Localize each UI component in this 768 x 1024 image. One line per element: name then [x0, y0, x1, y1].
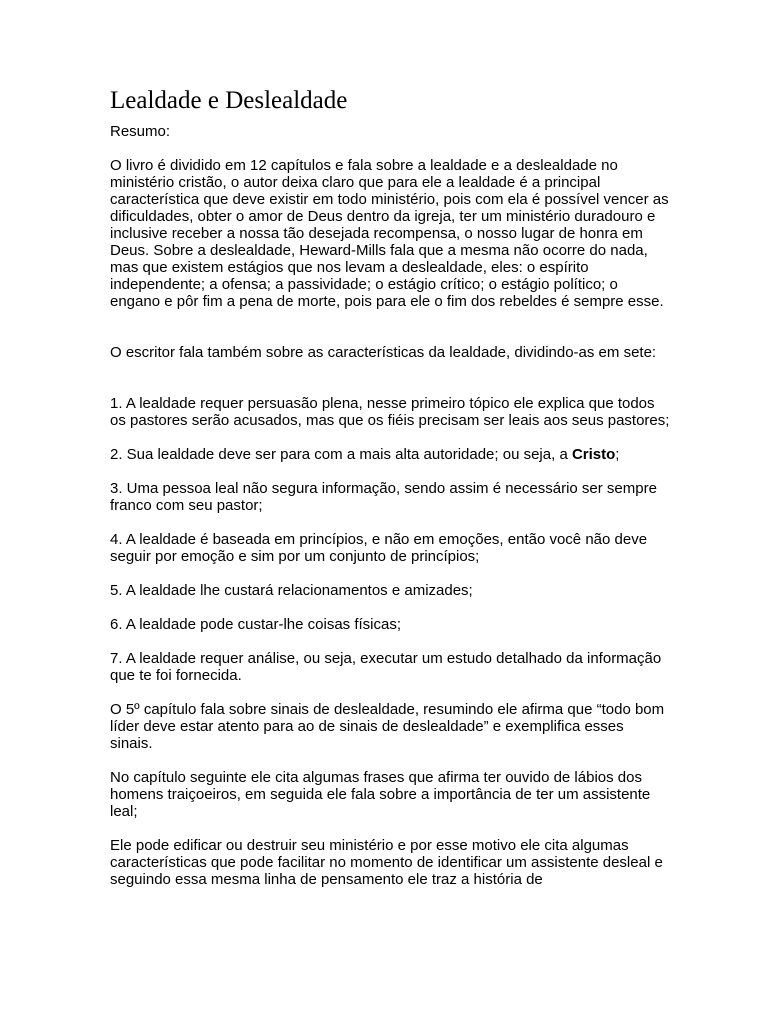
characteristics-intro-paragraph: O escritor fala também sobre as características da lealdade, dividindo-as em sete:	[110, 344, 657, 361]
resumo-label: Resumo:	[110, 123, 171, 140]
list-item-2-end: ;	[615, 446, 620, 463]
chapter5-paragraph: O 5º capítulo fala sobre sinais de deslealdade, resumindo ele afirma que “todo bom líder deve estar atento para ao de sinais de deslealdade” e exemplifica esses sinais.	[110, 701, 665, 752]
list-item-3: 3. Uma pessoa leal não segura informação, sendo assim é necessário ser sempre franco com seu pastor;	[110, 480, 657, 514]
list-item-2-bold-text: Cristo	[571, 446, 616, 463]
list-item-2-text: 2. Sua lealdade deve ser para com a mais alta autoridade; ou seja, a	[110, 446, 572, 463]
document-content	[110, 84, 670, 888]
list-item-1: 1. A lealdade requer persuasão plena, nesse primeiro tópico ele explica que todos os pastores serão acusados, mas que os fiéis precisam ser leais aos seus pastores;	[110, 395, 670, 429]
list-item-2	[110, 446, 670, 463]
document-title: Lealdade e Deslealdade	[110, 87, 348, 114]
list-item-4: 4. A lealdade é baseada em princípios, e não em emoções, então você não deve seguir por emoção e sim por um conjunto de princípios;	[110, 531, 648, 565]
list-item-7: 7. A lealdade requer análise, ou seja, executar um estudo detalhado da informação que te foi fornecida.	[110, 650, 662, 684]
list-item-5: 5. A lealdade lhe custará relacionamentos e amizades;	[110, 582, 473, 599]
intro-paragraph: O livro é dividido em 12 capítulos e fala sobre a lealdade e a deslealdade no ministério cristão, o autor deixa claro que para ele a lealdade é a principal característica que deve existir em todo ministério, pois com ela é possível vencer as dificuldades, obter o amor de Deus dentro da igreja, ter um ministério duradouro e inclusive receber a nossa tão desejada recompensa, o nosso lugar de honra em Deus. Sobre a deslealdade, Heward-Mills fala que a mesma não ocorre do nada, mas que existem estágios que nos levam a deslealdade, eles: o espírito independente; a ofensa; a passividade; o estágio crítico; o estágio político; o engano e pôr fim a pena de morte, pois para ele o fim dos rebeldes é sempre esse.	[110, 157, 669, 310]
list-item-6: 6. A lealdade pode custar-lhe coisas físicas;	[110, 616, 402, 633]
next-chapter-paragraph: No capítulo seguinte ele cita algumas frases que afirma ter ouvido de lábios dos homens traiçoeiros, em seguida ele fala sobre a importância de ter um assistente leal;	[110, 769, 651, 820]
last-paragraph: Ele pode edificar ou destruir seu ministério e por esse motivo ele cita algumas características que pode facilitar no momento de identificar um assistente desleal e seguindo essa mesma linha de pensamento ele traz a história de	[110, 837, 663, 888]
